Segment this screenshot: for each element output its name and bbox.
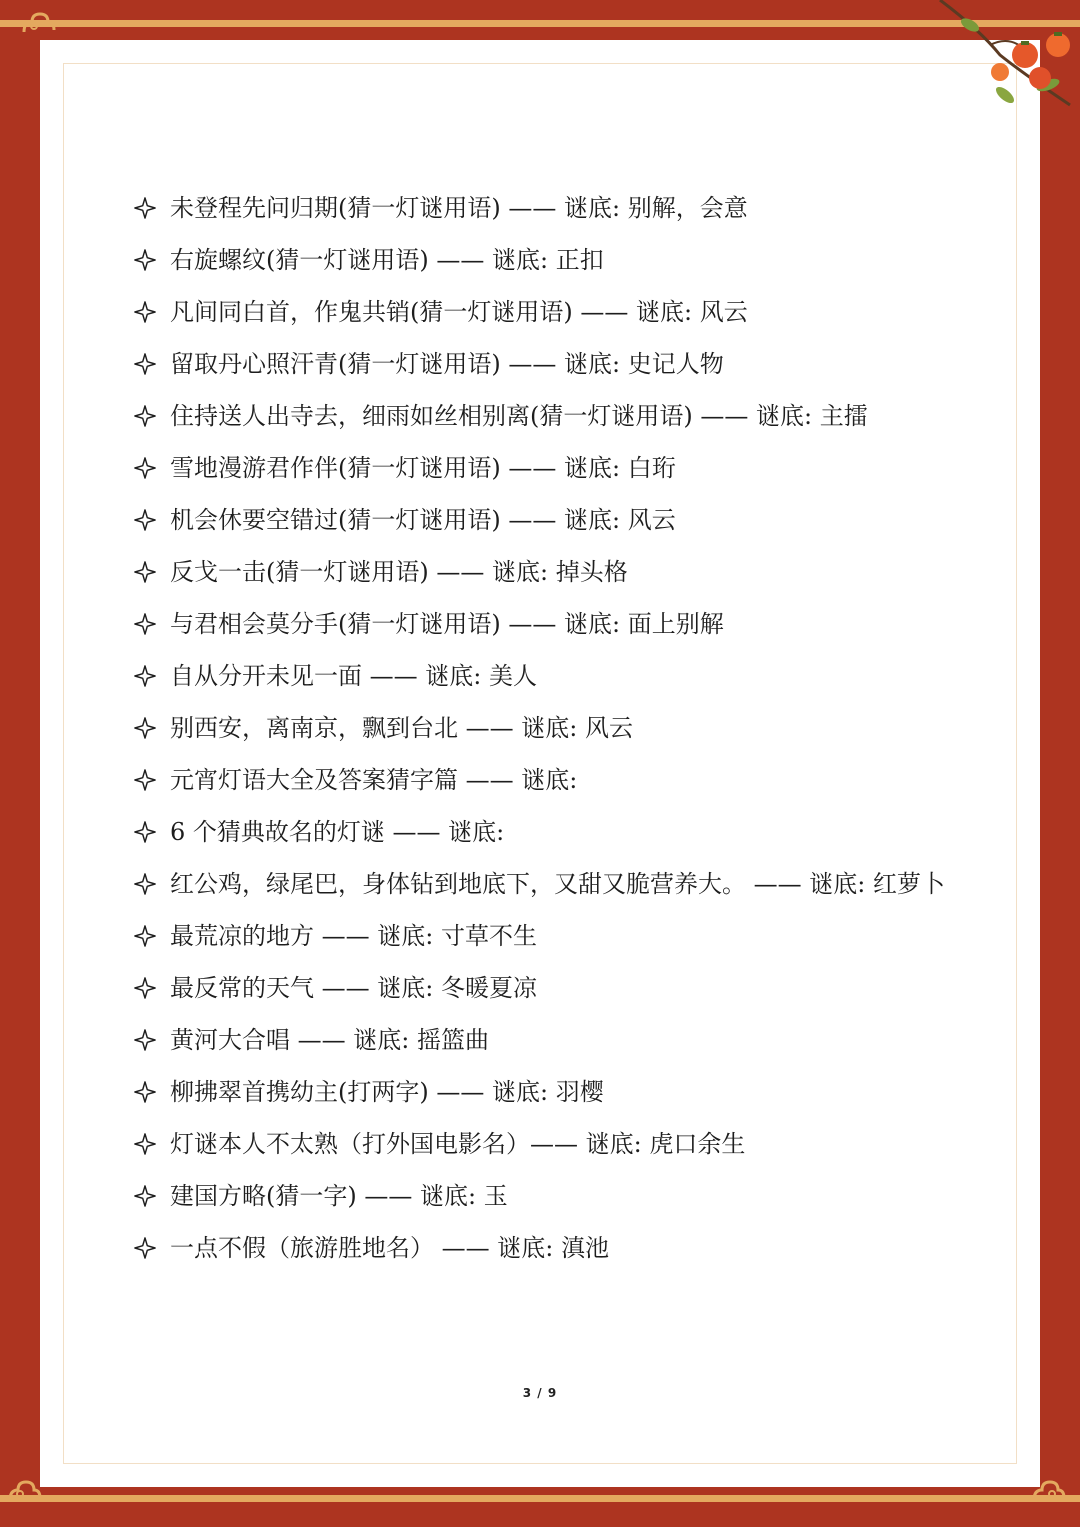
- riddle-item: [134, 858, 974, 910]
- four-point-star-icon: [134, 910, 170, 962]
- four-point-star-icon: [134, 1014, 170, 1066]
- riddle-text: 自从分开未见一面 —— 谜底: 美人: [170, 662, 537, 690]
- riddle-text: 右旋螺纹(猜一灯谜用语) —— 谜底: 正扣: [170, 246, 604, 274]
- persimmon-branch-illustration: [930, 0, 1080, 120]
- four-point-star-icon: [134, 338, 170, 390]
- riddle-text: 机会休要空错过(猜一灯谜用语) —— 谜底: 风云: [170, 506, 676, 534]
- riddle-item: [134, 910, 974, 962]
- riddle-text: 建国方略(猜一字) —— 谜底: 玉: [170, 1182, 508, 1210]
- auspicious-cloud-icon: [6, 1478, 42, 1504]
- riddle-text: 住持送人出寺去，细雨如丝相别离(猜一灯谜用语) —— 谜底: 主擂: [170, 402, 868, 430]
- riddle-text: 反戈一击(猜一灯谜用语) —— 谜底: 掉头格: [170, 558, 628, 586]
- riddle-text: 与君相会莫分手(猜一灯谜用语) —— 谜底: 面上别解: [170, 610, 724, 638]
- riddle-item: [134, 702, 974, 754]
- riddle-item: [134, 1170, 974, 1222]
- riddle-item: [134, 754, 974, 806]
- riddle-text: 红公鸡，绿尾巴，身体钻到地底下，又甜又脆营养大。 —— 谜底: 红萝卜: [170, 870, 945, 898]
- riddle-item: [134, 390, 974, 442]
- four-point-star-icon: [134, 234, 170, 286]
- four-point-star-icon: [134, 494, 170, 546]
- four-point-star-icon: [134, 806, 170, 858]
- riddle-item: [134, 1222, 974, 1274]
- riddle-text: 未登程先问归期(猜一灯谜用语) —— 谜底: 别解，会意: [170, 194, 748, 222]
- riddle-text: 雪地漫游君作伴(猜一灯谜用语) —— 谜底: 白珩: [170, 454, 676, 482]
- four-point-star-icon: [134, 702, 170, 754]
- riddle-item: [134, 182, 974, 234]
- riddle-item: [134, 598, 974, 650]
- riddle-text: 留取丹心照汗青(猜一灯谜用语) —— 谜底: 史记人物: [170, 350, 724, 378]
- four-point-star-icon: [134, 1118, 170, 1170]
- riddle-text: 6 个猜典故名的灯谜 —— 谜底:: [170, 818, 505, 846]
- four-point-star-icon: [134, 286, 170, 338]
- riddle-text: 柳拂翠首携幼主(打两字) —— 谜底: 羽樱: [170, 1078, 604, 1106]
- riddle-text: 黄河大合唱 —— 谜底: 摇篮曲: [170, 1026, 489, 1054]
- riddle-text: 最反常的天气 —— 谜底: 冬暖夏凉: [170, 974, 537, 1002]
- auspicious-cloud-icon: [20, 10, 56, 36]
- riddle-item: [134, 1066, 974, 1118]
- riddle-item: [134, 962, 974, 1014]
- riddle-text: 凡间同白首，作鬼共销(猜一灯谜用语) —— 谜底: 风云: [170, 298, 748, 326]
- four-point-star-icon: [134, 1170, 170, 1222]
- riddle-item: [134, 650, 974, 702]
- four-point-star-icon: [134, 546, 170, 598]
- riddle-item: [134, 234, 974, 286]
- riddle-item: [134, 806, 974, 858]
- riddle-text: 别西安，离南京，飘到台北 —— 谜底: 风云: [170, 714, 633, 742]
- four-point-star-icon: [134, 1222, 170, 1274]
- riddle-text: 灯谜本人不太熟（打外国电影名）—— 谜底: 虎口余生: [170, 1130, 746, 1158]
- four-point-star-icon: [134, 442, 170, 494]
- four-point-star-icon: [134, 1066, 170, 1118]
- riddle-item: [134, 1118, 974, 1170]
- riddle-item: [134, 494, 974, 546]
- frame-bottom-gold-line: [0, 1495, 1080, 1502]
- four-point-star-icon: [134, 182, 170, 234]
- four-point-star-icon: [134, 754, 170, 806]
- four-point-star-icon: [134, 598, 170, 650]
- riddle-item: [134, 286, 974, 338]
- riddle-item: [134, 1014, 974, 1066]
- riddle-text: 元宵灯语大全及答案猜字篇 —— 谜底:: [170, 766, 578, 794]
- four-point-star-icon: [134, 962, 170, 1014]
- four-point-star-icon: [134, 858, 170, 910]
- riddle-item: [134, 546, 974, 598]
- riddle-item: [134, 442, 974, 494]
- frame-top-gold-line: [0, 20, 1080, 27]
- four-point-star-icon: [134, 650, 170, 702]
- riddle-list: [134, 182, 974, 1274]
- riddle-text: 最荒凉的地方 —— 谜底: 寸草不生: [170, 922, 537, 950]
- riddle-item: [134, 338, 974, 390]
- four-point-star-icon: [134, 390, 170, 442]
- riddle-text: 一点不假（旅游胜地名） —— 谜底: 滇池: [170, 1234, 609, 1262]
- page-number: 3 / 9: [522, 1386, 558, 1400]
